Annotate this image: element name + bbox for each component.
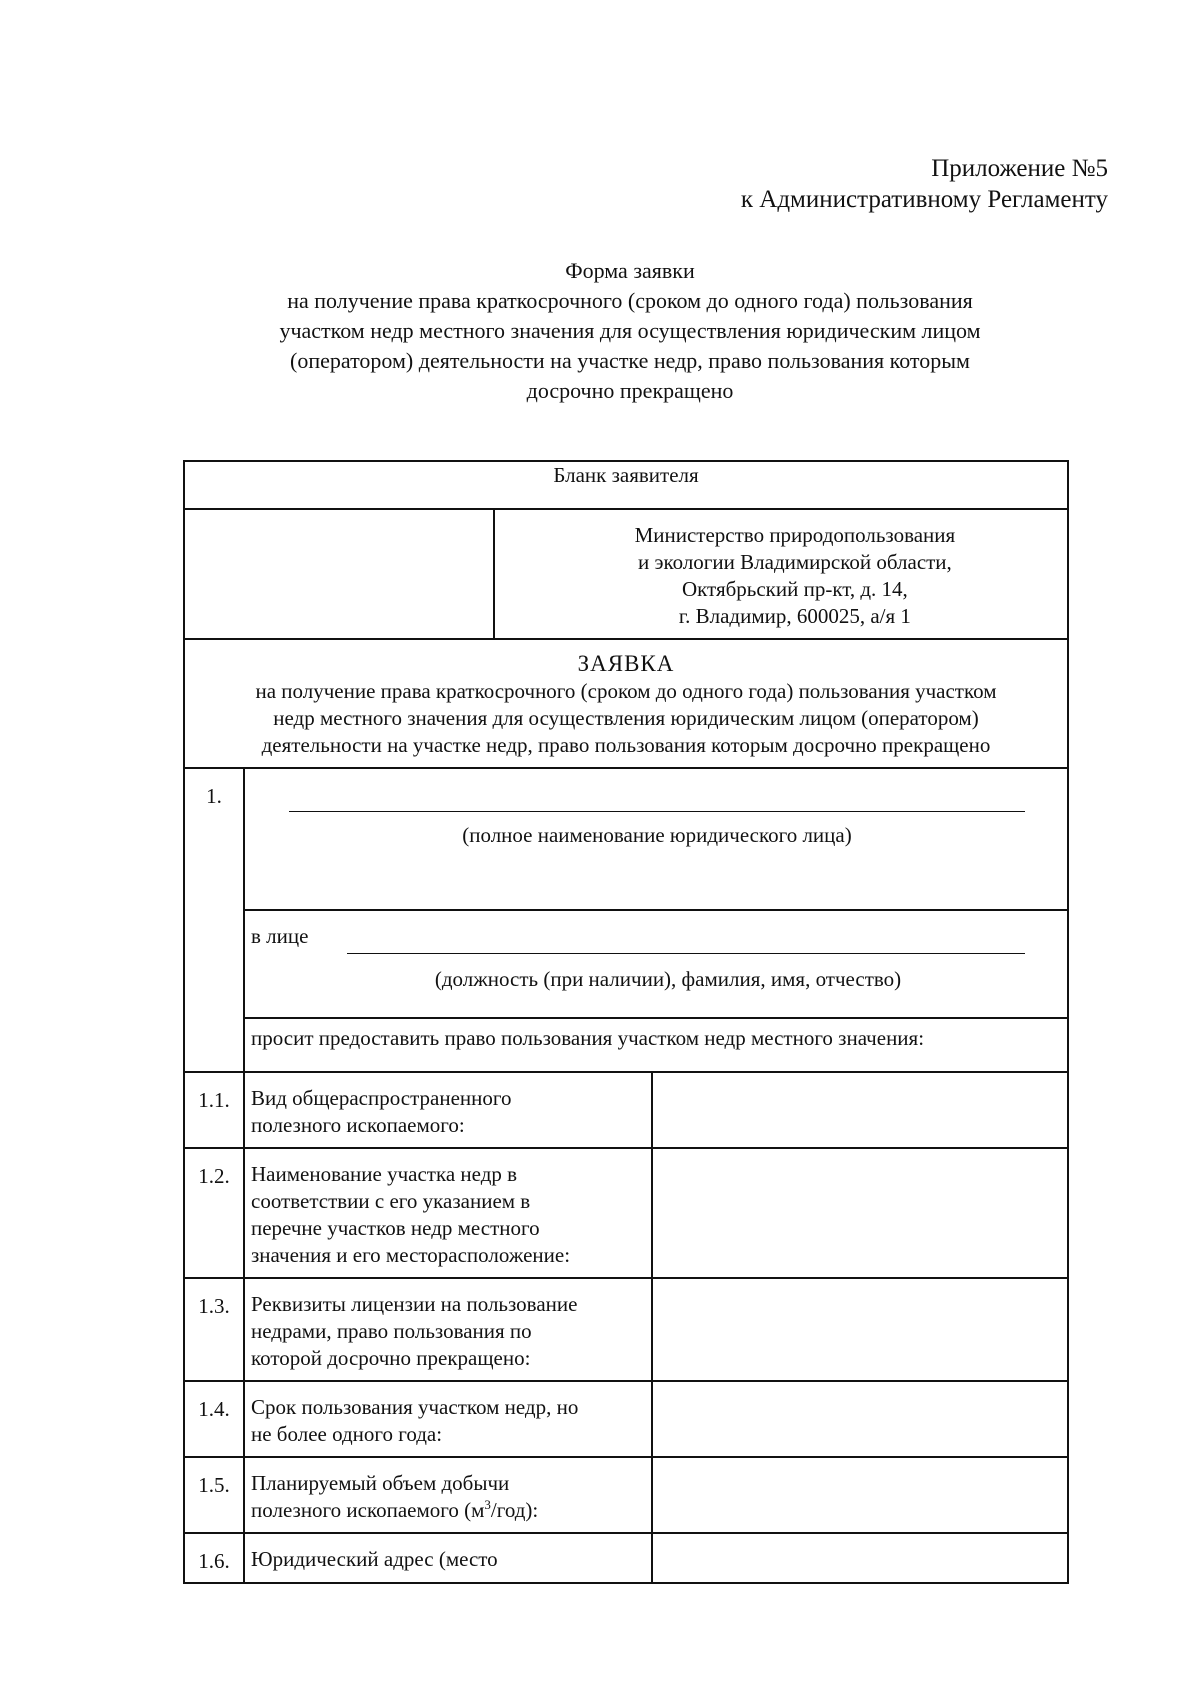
row-number: 1.6.	[184, 1533, 244, 1583]
row-value-cell[interactable]	[652, 1278, 1068, 1381]
row-value-cell[interactable]	[652, 1457, 1068, 1533]
legal-entity-name-cell	[244, 768, 1068, 910]
row-label-line	[251, 1497, 643, 1524]
zayavka-row	[184, 639, 1068, 768]
table-row	[184, 1072, 1068, 1148]
row-label-line: не более одного года:	[251, 1422, 443, 1446]
table-row	[184, 1457, 1068, 1533]
representative-cell	[244, 910, 1068, 1018]
ministry-line: г. Владимир, 600025, а/я 1	[678, 604, 911, 628]
row-label-line: перечне участков недр местного	[251, 1216, 540, 1240]
row-label-line: недрами, право пользования по	[251, 1319, 532, 1343]
row-number: 1.4.	[184, 1381, 244, 1457]
zayavka-heading	[184, 639, 1068, 768]
row-label	[244, 1457, 652, 1533]
appendix-number: Приложение №5	[931, 155, 1108, 182]
representative-line[interactable]	[347, 923, 1025, 954]
form-title-line: (оператором) деятельности на участке недр, право пользования которым	[290, 348, 970, 373]
zayavka-title: ЗАЯВКА	[577, 651, 675, 676]
row-label-line: Срок пользования участком недр, но	[251, 1395, 579, 1419]
item-1-request-row	[184, 1018, 1068, 1072]
row-label-line: Наименование участка недр в	[251, 1162, 518, 1186]
row-label-text: /год):	[490, 1498, 539, 1522]
application-form-table	[183, 460, 1069, 1584]
row-label-line: Планируемый объем добычи	[251, 1471, 510, 1495]
ministry-line: Октябрьский пр-кт, д. 14,	[681, 577, 908, 601]
row-label-line: полезного ископаемого:	[251, 1113, 465, 1137]
form-title-line: участком недр местного значения для осуществления юридическим лицом	[279, 318, 981, 343]
blank-header-row	[184, 461, 1068, 509]
form-title	[150, 256, 1110, 406]
representative-caption: (должность (при наличии), фамилия, имя, отчество)	[434, 967, 902, 991]
row-label	[244, 1148, 652, 1278]
row-value-cell[interactable]	[652, 1381, 1068, 1457]
item-1-person-row	[184, 910, 1068, 1018]
row-number: 1.5.	[184, 1457, 244, 1533]
row-label-line: значения и его месторасположение:	[251, 1243, 571, 1267]
request-text: просит предоставить право пользования участком недр местного значения:	[244, 1018, 1068, 1072]
row-label-line: которой досрочно прекращено:	[251, 1346, 531, 1370]
table-row	[184, 1278, 1068, 1381]
row-label	[244, 1278, 652, 1381]
row-label	[244, 1072, 652, 1148]
zayavka-line: на получение права краткосрочного (сроком до одного года) пользования участком	[255, 679, 997, 703]
superscript-three: 3	[484, 1497, 491, 1512]
row-label-line: Вид общераспространенного	[251, 1086, 512, 1110]
row-label-line: Юридический адрес (место	[251, 1547, 498, 1571]
blank-header: Бланк заявителя	[184, 461, 1068, 509]
applicant-blank-cell[interactable]	[184, 509, 494, 639]
table-row	[184, 1533, 1068, 1583]
row-value-cell[interactable]	[652, 1148, 1068, 1278]
row-number: 1.3.	[184, 1278, 244, 1381]
row-label-line: Реквизиты лицензии на пользование	[251, 1292, 578, 1316]
form-title-line: досрочно прекращено	[526, 378, 734, 403]
row-label	[244, 1381, 652, 1457]
legal-entity-name-line[interactable]	[289, 769, 1025, 812]
row-value-cell[interactable]	[652, 1072, 1068, 1148]
table-row	[184, 1381, 1068, 1457]
row-value-cell[interactable]	[652, 1533, 1068, 1583]
table-row	[184, 1148, 1068, 1278]
row-label-line: соответствии с его указанием в	[251, 1189, 531, 1213]
zayavka-line: деятельности на участке недр, право пользования которым досрочно прекращено	[261, 733, 991, 757]
appendix-reference: к Административному Регламенту	[740, 186, 1108, 213]
appendix-header	[741, 153, 1108, 215]
ministry-line: и экологии Владимирской области,	[637, 550, 952, 574]
item-1-name-row	[184, 768, 1068, 910]
in-person-label: в лице	[251, 924, 309, 948]
item-number: 1.	[184, 768, 244, 1072]
ministry-address	[494, 509, 1068, 639]
row-label	[244, 1533, 652, 1583]
row-number: 1.1.	[184, 1072, 244, 1148]
legal-entity-name-caption: (полное наименование юридического лица)	[462, 823, 852, 847]
form-title-line: на получение права краткосрочного (сроком до одного года) пользования	[287, 288, 973, 313]
form-title-line: Форма заявки	[565, 258, 695, 283]
ministry-line: Министерство природопользования	[634, 523, 956, 547]
row-label-text: полезного ископаемого (м	[251, 1498, 485, 1522]
zayavka-line: недр местного значения для осуществления юридическим лицом (оператором)	[273, 706, 979, 730]
ministry-row	[184, 509, 1068, 639]
row-number: 1.2.	[184, 1148, 244, 1278]
